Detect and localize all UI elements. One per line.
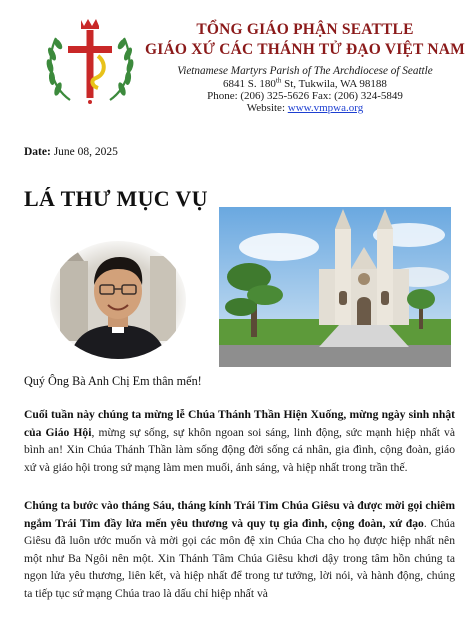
letter-date: Date: June 08, 2025 <box>24 146 118 158</box>
church-image <box>219 207 451 367</box>
paragraph-pentecost: Cuối tuần này chúng ta mừng lễ Chúa Thánh Thần Hiện Xuống, mừng ngày sinh nhật của Giáo Hội, mừng sự sống, sự khôn ngoan soi sáng, linh động, sức mạnh hiệp nhất và bình an! Xin Chúa Thánh Thần làm sống động đời sống cá nhân, gia đình, cộng đoàn, giáo xứ và giáo hội trong sứ mạng làm men muối, ánh sáng, và hiệp nhất trong trần thế. <box>24 408 455 474</box>
parish-logo-icon <box>40 14 140 106</box>
parish-title: GIÁO XỨ CÁC THÁNH TỬ ĐẠO VIỆT NAM <box>145 41 465 58</box>
parish-english-name: Vietnamese Martyrs Parish of The Archdiocese of Seattle <box>177 65 433 77</box>
website-link[interactable]: www.vmpwa.org <box>287 102 364 114</box>
website-line: Website: www.vmpwa.org <box>246 102 364 114</box>
greeting: Quý Ông Bà Anh Chị Em thân mến! <box>24 374 202 388</box>
address: 6841 S. 180th St, Tukwila, WA 98188 <box>223 76 387 90</box>
letterhead <box>0 0 473 125</box>
letter-title: LÁ THƯ MỤC VỤ <box>24 186 208 211</box>
paragraph-sacred-heart: Chúng ta bước vào tháng Sáu, tháng kính Trái Tim Chúa Giêsu và được mời gọi chiêm ngắm Trái Tim đầy lửa mến yêu thương và quy tụ gia đình, cộng đoàn, xứ đạo. Chúa Giêsu đã luôn ước muốn và mời gọi các môn đệ xin Chúa Cha cho họ được hiệp nhất nên một như Ba Ngôi nên một. Xin Thánh Tâm Chúa Giêsu khơi dậy trong tâm hồn chúng ta ngọn lửa yêu thương, liên kết, và hiệp nhất để trong tư tưởng, lời nói, và hành động, chúng ta tiếp tục sứ mạng Chúa trao là dấu chỉ hiệp nhất và <box>24 499 455 600</box>
phone-fax: Phone: (206) 325-5626 Fax: (206) 324-5849 <box>207 90 403 102</box>
archdiocese-title: TỔNG GIÁO PHẬN SEATTLE <box>196 21 414 38</box>
priest-portrait-image <box>50 241 186 359</box>
